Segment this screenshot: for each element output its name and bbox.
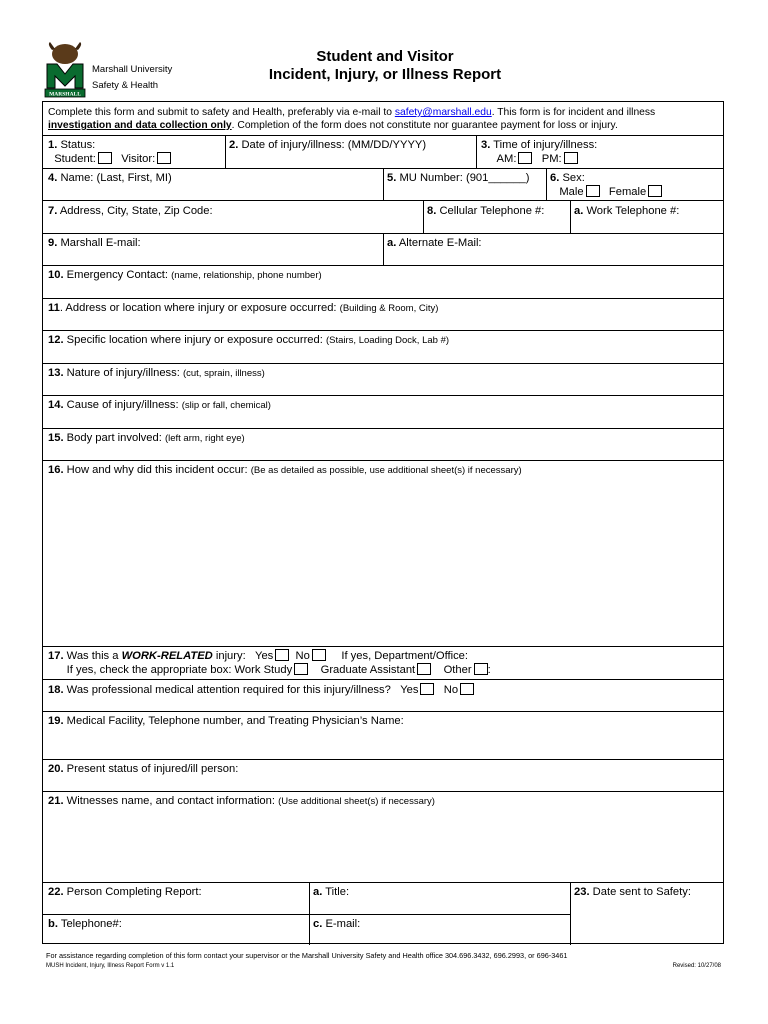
field-marshall-email[interactable]: 9. Marshall E-mail: [48,237,141,249]
org-block [92,62,172,94]
medical-no-checkbox[interactable] [460,683,474,695]
field-person-completing[interactable]: 22. Person Completing Report: [48,886,202,898]
svg-text:MARSHALL: MARSHALL [49,91,81,98]
field-date[interactable]: 2. Date of injury/illness: (MM/DD/YYYY) [229,139,427,151]
footer-revised: Revised: 10/27/08 [672,963,721,969]
work-study-checkbox[interactable] [294,663,308,675]
medical-yes-checkbox[interactable] [420,683,434,695]
field-alt-email[interactable]: a. Alternate E-Mail: [387,237,482,249]
field-date-sent[interactable]: 23. Date sent to Safety: [574,886,691,898]
grad-assistant-checkbox[interactable] [417,663,431,675]
marshall-logo [44,42,86,98]
field-cause[interactable]: 14. Cause of injury/illness: (slip or fall, chemical) [48,399,271,411]
female-checkbox[interactable] [648,185,662,197]
field-work-phone[interactable]: a. Work Telephone #: [574,205,680,217]
page-title [240,48,530,84]
student-checkbox[interactable] [98,152,112,164]
field-specific-location[interactable]: 12. Specific location where injury or exposure occurred: (Stairs, Loading Dock, Lab #) [48,334,450,346]
field-medical-facility[interactable]: 19. Medical Facility, Telephone number, and Treating Physician’s Name: [48,715,404,727]
title-line-2: Incident, Injury, or Illness Report [268,66,502,83]
other-checkbox[interactable] [474,663,488,675]
title-line-1: Student and Visitor [316,48,454,65]
field-witnesses[interactable]: 21. Witnesses name, and contact information: (Use additional sheet(s) if necessary) [48,795,435,807]
work-related-yes-checkbox[interactable] [275,649,289,661]
field-nature[interactable]: 13. Nature of injury/illness: (cut, sprain, illness) [48,367,265,379]
am-checkbox[interactable] [518,152,532,164]
field-emergency-contact[interactable]: 10. Emergency Contact: (name, relationship, phone number) [48,269,322,281]
field-time: 3. Time of injury/illness: AM: PM: [481,139,598,165]
field-name[interactable]: 4. Name: (Last, First, MI) [48,172,172,184]
pm-checkbox[interactable] [564,152,578,164]
field-sex: 6. Sex: Male Female [550,172,662,199]
field-address[interactable]: 7. Address, City, State, Zip Code: [48,205,213,217]
field-injury-location[interactable]: 11. Address or location where injury or exposure occurred: (Building & Room, City) [48,302,439,314]
intro-text: Complete this form and submit to safety and Health, preferably via e-mail to safety@marshall.edu. This form is for incident and illness investigation and data collection only. Completion of the form does not constitute nor guarantee payment for loss or injury. [48,107,656,131]
footer-form-id: MUSH Incident, Injury, Illness Report Form v 1.1 [46,963,175,969]
field-title[interactable]: a. Title: [313,886,350,898]
field-body-part[interactable]: 15. Body part involved: (left arm, right eye) [48,432,245,444]
field-work-related: 17. Was this a WORK-RELATED injury: Yes No If yes, Department/Office: If yes, check the appropriate box: Work Study Graduate Assistant Other : [48,650,491,676]
field-how-why[interactable]: 16. How and why did this incident occur: (Be as detailed as possible, use additional sheet(s) if necessary) [48,464,522,476]
field-cell-phone[interactable]: 8. Cellular Telephone #: [427,205,545,217]
field-email[interactable]: c. E-mail: [313,918,361,930]
dept-name: Safety & Health [92,80,159,91]
report-form [42,101,724,944]
safety-email-link[interactable]: safety@marshall.edu [394,107,492,118]
field-mu-number[interactable]: 5. MU Number: (901______) [387,172,530,184]
field-medical-attention: 18. Was professional medical attention required for this injury/illness? Yes No [48,683,474,697]
field-telephone[interactable]: b. Telephone#: [48,918,122,930]
field-status: 1. Status: Student: Visitor: [48,139,171,166]
org-name: Marshall University [92,64,173,75]
footer-assistance: For assistance regarding completion of this form contact your supervisor or the Marshall University Safety and Health office 304.696.3432, 696.2993, or 696-3461 [46,951,568,960]
male-checkbox[interactable] [586,185,600,197]
work-related-no-checkbox[interactable] [312,649,326,661]
field-present-status[interactable]: 20. Present status of injured/ill person: [48,763,239,775]
visitor-checkbox[interactable] [157,152,171,164]
